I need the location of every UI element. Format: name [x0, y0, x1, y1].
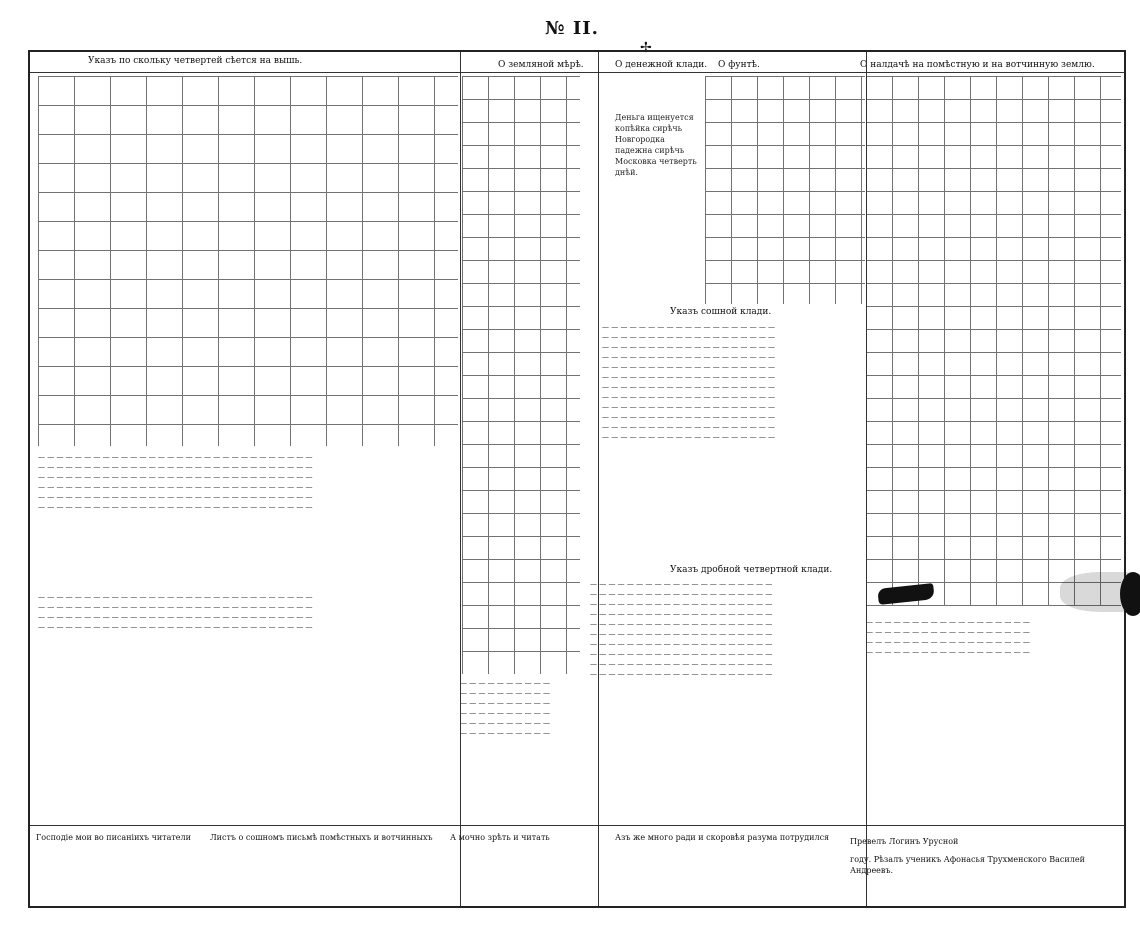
- header-rule: [30, 72, 1124, 73]
- footer-verse-4: Азъ же много ради и скоровѣя разума потрудился: [615, 833, 830, 842]
- grain-measure-table: [38, 76, 458, 446]
- ink-blot: [1120, 572, 1140, 616]
- footer-verse-3: А мочно зрѣть и читать: [450, 833, 550, 842]
- sokha-text-block: — — — — — — — — — — — — — — — — — — — — — — — — — — — — — — — — — — — — — — — — — — — — — — — — — — — — — — — — — — — — — — — — — — — — — — — — — — — — — — — — — — — — — — — — — — — — — — — — — — — — — — — — — — — — — — — — — — — — — — — — — — — — — — — — — — — — — — — — — — — — — — — — — — — — — — — — — — — — — — — — — — — — — — — — — — — — — — — — — — — — — — — — — — — — — — — — — — — — — — — — — — — — — — — — — — — — — — — — — — — — — — — — — — — —: [602, 323, 776, 441]
- column-divider: [866, 52, 867, 906]
- scribe-notes-block: — — — — — — — — — — — — — — — — — — — — — — — — — — — — — — — — — — — — — — — — — — — — — — — — — — — — — — — — — — — — — — — — — — — — — — — — — — — — — — — — — — — — — — — — — — — — — — — — — — — — — — — — — — — — — — — — — — — — — — — —: [38, 593, 313, 631]
- payment-notes-block: — — — — — — — — — — — — — — — — — — — — — — — — — — — — — — — — — — — — — — — — — — — — — — — — — — — — — — — — — — — — — — — — — — — — — — — —: [866, 618, 1030, 656]
- section-land-measure-title: О земляной мѣрѣ.: [498, 60, 584, 70]
- flourish-ornament: ✢: [640, 40, 652, 56]
- section-grain-measure-title: Указъ по скольку четвертей сѣется на вышь.: [88, 56, 303, 66]
- fractional-text-block: — — — — — — — — — — — — — — — — — — — — — — — — — — — — — — — — — — — — — — — — — — — — — — — — — — — — — — — — — — — — — — — — — — — — — — — — — — — — — — — — — — — — — — — — — — — — — — — — — — — — — — — — — — — — — — — — — — — — — — — — — — — — — — — — — — — — — — — — — — — — — — — — — — — — — — — — — — — — — — — — — — — — — — — — — — — — — — — — — — — — — — — — — — — — — — — — — — — — — — — —: [590, 580, 773, 678]
- translator-credit: Превелъ Логинъ Урусной: [850, 837, 959, 846]
- pounds-table: [705, 76, 865, 304]
- footer-verses: [30, 825, 1124, 906]
- land-notes-block: — — — — — — — — — — — — — — — — — — — — — — — — — — — — — — — — — — — — — — — — — — — — — — — — — — — — — — — — — — — —: [460, 679, 551, 737]
- section-sokha-title: Указъ сошной клади.: [670, 307, 772, 317]
- document-sheet: [28, 50, 1126, 908]
- land-measure-table: [462, 76, 580, 674]
- grain-notes-block: — — — — — — — — — — — — — — — — — — — — — — — — — — — — — — — — — — — — — — — — — — — — — — — — — — — — — — — — — — — — — — — — — — — — — — — — — — — — — — — — — — — — — — — — — — — — — — — — — — — — — — — — — — — — — — — — — — — — — — — — — — — — — — — — — — — — — — — — — — — — — — — — — — — — — — — — — — — — — — — — — — — — — — — — — — — — — — — — — — — —: [38, 453, 313, 511]
- engraver-credit: году. Рѣзалъ ученикъ Афонасья Трухменского Василей Андреевъ.: [850, 855, 1085, 875]
- payment-table: [866, 76, 1121, 606]
- column-divider: [460, 52, 461, 906]
- section-payment-title: О налдачѣ на помѣстную и на вотчинную землю.: [860, 60, 1095, 70]
- section-money-title: О денежной клади.: [615, 60, 708, 70]
- footer-verse-2: Листъ о сошномъ письмѣ помѣстныхъ и вотчинныхъ: [210, 833, 433, 842]
- page-number: № II.: [545, 18, 599, 39]
- footer-verse-1: Господіе мои во писаніихъ читатели: [36, 833, 191, 842]
- money-note: Деньга ищенуется копѣйка сирѣчь Новгородка падежна сирѣчь Московка четверть днѣй.: [615, 113, 697, 177]
- section-pounds-title: О фунтѣ.: [718, 60, 760, 70]
- section-fractional-title: Указъ дробной четвертной клади.: [670, 565, 833, 575]
- column-divider: [598, 52, 599, 906]
